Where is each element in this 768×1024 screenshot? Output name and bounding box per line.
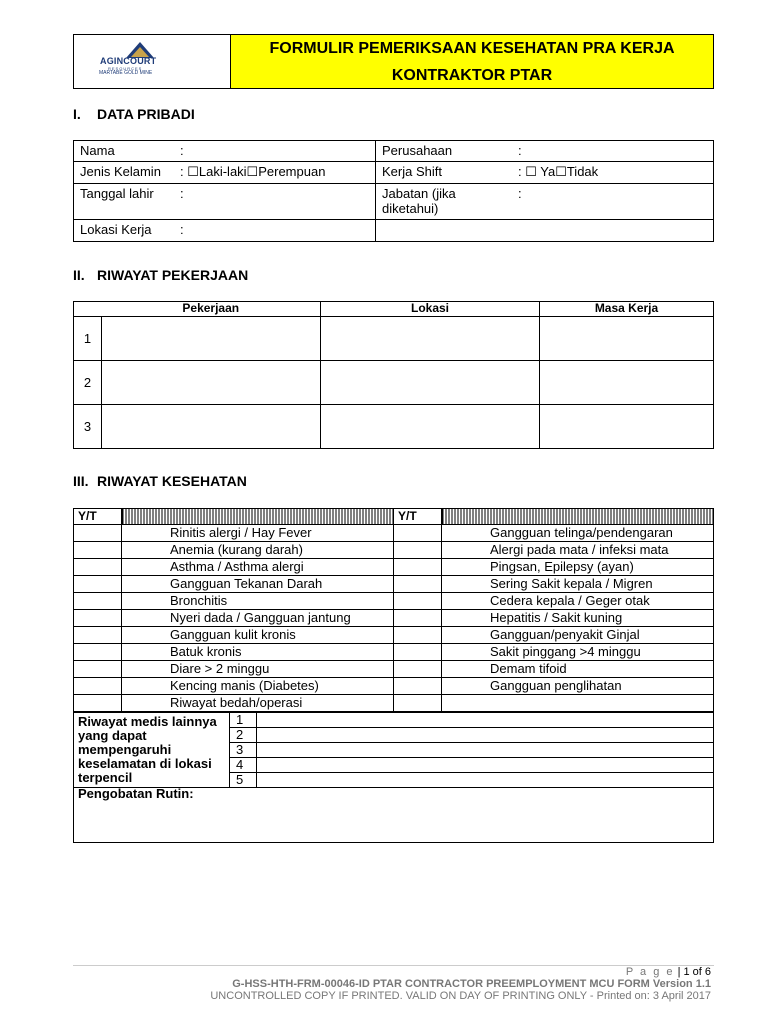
- riwayat-medis-lainnya-table: [73, 712, 714, 788]
- other-number: 4: [230, 758, 257, 773]
- field-jabatan[interactable]: Jabatan (jika diketahui):: [376, 184, 714, 220]
- cell-pekerjaan[interactable]: [102, 405, 321, 449]
- logo-subtitle: RESOURCES: [108, 66, 143, 71]
- page-number: | 1 of 6: [677, 966, 711, 978]
- yt-checkbox-right[interactable]: [394, 576, 442, 593]
- logo-name: AGINCOURT: [100, 56, 157, 66]
- other-number: 2: [230, 728, 257, 743]
- condition-right: Sering Sakit kepala / Migren: [442, 576, 714, 593]
- yt-checkbox-right[interactable]: [394, 610, 442, 627]
- document-id: G-HSS-HTH-FRM-00046-ID PTAR CONTRACTOR PREEMPLOYMENT MCU FORM Version 1.1: [232, 978, 711, 990]
- yt-checkbox-right[interactable]: [394, 695, 442, 712]
- condition-right: Hepatitis / Sakit kuning: [442, 610, 714, 627]
- row-number: 2: [74, 361, 102, 405]
- condition-left: Kencing manis (Diabetes): [122, 678, 394, 695]
- other-entry[interactable]: [257, 713, 714, 728]
- field-empty: [376, 220, 714, 242]
- condition-left: Gangguan Tekanan Darah: [122, 576, 394, 593]
- cell-masa-kerja[interactable]: [540, 361, 714, 405]
- table-row: [74, 542, 714, 559]
- other-number: 3: [230, 743, 257, 758]
- condition-left: Nyeri dada / Gangguan jantung: [122, 610, 394, 627]
- yt-checkbox-right[interactable]: [394, 644, 442, 661]
- form-title-line1: FORMULIR PEMERIKSAAN KESEHATAN PRA KERJA: [269, 39, 675, 57]
- condition-right: Pingsan, Epilepsy (ayan): [442, 559, 714, 576]
- other-number: 5: [230, 773, 257, 788]
- table-row: [74, 695, 714, 712]
- yt-checkbox-left[interactable]: [74, 610, 122, 627]
- table-row: [74, 610, 714, 627]
- field-nama[interactable]: Nama :: [74, 141, 376, 162]
- condition-left: Rinitis alergi / Hay Fever: [122, 525, 394, 542]
- header-pekerjaan: Pekerjaan: [102, 302, 321, 317]
- yt-header-right: Y/T: [394, 509, 442, 525]
- form-title: [231, 35, 713, 88]
- condition-right: [442, 695, 714, 712]
- company-logo: [74, 35, 231, 88]
- yt-checkbox-right[interactable]: [394, 678, 442, 695]
- cell-pekerjaan[interactable]: [102, 361, 321, 405]
- data-pribadi-table: [73, 140, 714, 242]
- print-disclaimer: UNCONTROLLED COPY IF PRINTED. VALID ON DAY OF PRINTING ONLY - Printed on: 3 April 2017: [210, 990, 711, 1002]
- yt-checkbox-left[interactable]: [74, 678, 122, 695]
- page-footer: [210, 966, 711, 1002]
- table-row: [74, 405, 714, 449]
- header-masa-kerja: Masa Kerja: [540, 302, 714, 317]
- pengobatan-rutin-label: Pengobatan Rutin:: [78, 786, 194, 801]
- other-number: 1: [230, 713, 257, 728]
- yt-checkbox-left[interactable]: [74, 525, 122, 542]
- other-entry[interactable]: [257, 743, 714, 758]
- field-lokasi-kerja[interactable]: Lokasi Kerja :: [74, 220, 376, 242]
- field-kerja-shift[interactable]: Kerja Shift : ☐ Ya☐Tidak: [376, 162, 714, 184]
- condition-left: Bronchitis: [122, 593, 394, 610]
- cell-lokasi[interactable]: [321, 361, 540, 405]
- riwayat-medis-lainnya-label: Riwayat medis lainnya yang dapat mempengaruhi keselamatan di lokasi terpencil: [74, 713, 230, 788]
- table-row: [74, 644, 714, 661]
- cell-masa-kerja[interactable]: [540, 405, 714, 449]
- cell-masa-kerja[interactable]: [540, 317, 714, 361]
- cell-pekerjaan[interactable]: [102, 317, 321, 361]
- condition-right: Sakit pinggang >4 minggu: [442, 644, 714, 661]
- form-header: [73, 34, 714, 89]
- yt-checkbox-left[interactable]: [74, 695, 122, 712]
- table-row: [74, 559, 714, 576]
- table-row: [74, 627, 714, 644]
- cell-lokasi[interactable]: [321, 405, 540, 449]
- yt-checkbox-right[interactable]: [394, 525, 442, 542]
- row-number: 3: [74, 405, 102, 449]
- hatch-header-right: [442, 509, 714, 525]
- yt-checkbox-right[interactable]: [394, 559, 442, 576]
- yt-checkbox-left[interactable]: [74, 559, 122, 576]
- section-riwayat-pekerjaan-title: II. RIWAYAT PEKERJAAN: [73, 267, 249, 283]
- table-row: [74, 593, 714, 610]
- yt-checkbox-right[interactable]: [394, 542, 442, 559]
- yt-checkbox-right[interactable]: [394, 661, 442, 678]
- condition-right: Cedera kepala / Geger otak: [442, 593, 714, 610]
- table-row: [74, 661, 714, 678]
- section-data-pribadi-title: I. DATA PRIBADI: [73, 106, 195, 122]
- logo-site: MARTABE GOLD MINE: [99, 70, 153, 76]
- page-label: P a g e: [625, 966, 675, 978]
- yt-checkbox-left[interactable]: [74, 542, 122, 559]
- condition-right: Gangguan penglihatan: [442, 678, 714, 695]
- table-row: [74, 678, 714, 695]
- yt-checkbox-right[interactable]: [394, 627, 442, 644]
- yt-checkbox-right[interactable]: [394, 593, 442, 610]
- condition-right: Alergi pada mata / infeksi mata: [442, 542, 714, 559]
- condition-left: Diare > 2 minggu: [122, 661, 394, 678]
- other-entry[interactable]: [257, 758, 714, 773]
- header-blank: [74, 302, 102, 317]
- hatch-header-left: [122, 509, 394, 525]
- row-number: 1: [74, 317, 102, 361]
- field-perusahaan[interactable]: Perusahaan :: [376, 141, 714, 162]
- condition-left: Anemia (kurang darah): [122, 542, 394, 559]
- table-row: [74, 576, 714, 593]
- field-tanggal-lahir[interactable]: Tanggal lahir :: [74, 184, 376, 220]
- condition-left: Asthma / Asthma alergi: [122, 559, 394, 576]
- condition-right: Gangguan/penyakit Ginjal: [442, 627, 714, 644]
- riwayat-kesehatan-table: [73, 508, 714, 712]
- header-lokasi: Lokasi: [321, 302, 540, 317]
- yt-checkbox-left[interactable]: [74, 593, 122, 610]
- condition-left: Gangguan kulit kronis: [122, 627, 394, 644]
- table-row: [74, 525, 714, 542]
- condition-right: Demam tifoid: [442, 661, 714, 678]
- condition-right: Gangguan telinga/pendengaran: [442, 525, 714, 542]
- yt-header-left: Y/T: [74, 509, 122, 525]
- field-jenis-kelamin[interactable]: Jenis Kelamin : ☐Laki-laki☐Perempuan: [74, 162, 376, 184]
- cell-lokasi[interactable]: [321, 317, 540, 361]
- pengobatan-rutin-field[interactable]: [73, 785, 714, 843]
- form-title-line2: KONTRAKTOR PTAR: [391, 66, 553, 84]
- other-entry[interactable]: [257, 728, 714, 743]
- yt-checkbox-left[interactable]: [74, 644, 122, 661]
- riwayat-pekerjaan-table: [73, 301, 714, 449]
- yt-checkbox-left[interactable]: [74, 576, 122, 593]
- yt-checkbox-left[interactable]: [74, 627, 122, 644]
- condition-left: Batuk kronis: [122, 644, 394, 661]
- section-riwayat-kesehatan-title: III. RIWAYAT KESEHATAN: [73, 473, 247, 489]
- table-row: [74, 361, 714, 405]
- condition-left: Riwayat bedah/operasi: [122, 695, 394, 712]
- table-row: [74, 317, 714, 361]
- yt-checkbox-left[interactable]: [74, 661, 122, 678]
